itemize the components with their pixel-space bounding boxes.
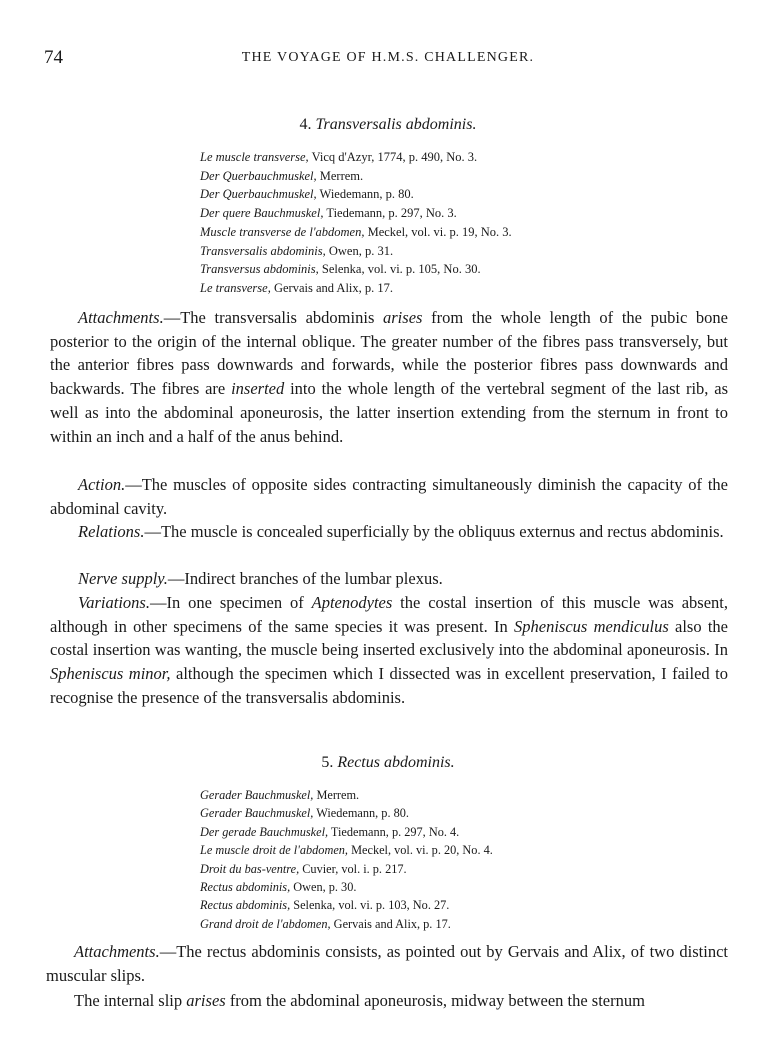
paragraph-attachments [50, 306, 728, 448]
section-heading-rectus [0, 754, 776, 772]
synonym-entry [200, 167, 512, 186]
synonym-name: Der gerade Bauchmuskel, [200, 824, 329, 839]
synonym-entry [200, 823, 493, 841]
synonym-list-rectus [200, 786, 493, 933]
synonym-entry [200, 242, 512, 261]
paragraph-text: —Indirect branches of the lumbar plexus. [167, 569, 443, 588]
synonym-entry [200, 185, 512, 204]
paragraph-text: from the whole length of the pubic bone posterior to the origin of the internal oblique. The greater number of the fibres pass transversely, but the anterior fibres pass downwards and forwards, while the posterior fibres pass downwards and backwards. The fibres are [50, 308, 728, 399]
synonym-ref: Owen, p. 30. [290, 880, 357, 895]
paragraph-text: into the whole length of the vertebral segment of the last rib, as well as into the abdominal aponeurosis, the latter insertion extending from the sternum in front to within an inch and a half of the anus behind. [50, 379, 728, 446]
paragraph-text: —The rectus abdominis consists, as pointed out by Gervais and Alix, of two distinct muscular slips. [46, 942, 728, 985]
emphasis: Aptenodytes [311, 593, 393, 612]
paragraph-text: also the costal insertion was wanting, the muscle being inserted exclusively into the abdominal aponeurosis. In [50, 616, 728, 660]
synonym-entry [200, 148, 512, 167]
synonym-name: Transversus abdominis, [200, 262, 319, 277]
synonym-entry [200, 279, 512, 298]
synonym-name: Grand droit de l'abdomen, [200, 916, 331, 931]
paragraph-lead: Relations. [78, 522, 145, 541]
emphasis: arises [383, 308, 423, 327]
paragraph-internal-slip [46, 989, 728, 1013]
paragraph-text: —The muscle is concealed superficially by the obliquus externus and rectus abdominis. [144, 522, 724, 541]
synonym-ref: Wiedemann, p. 80. [316, 187, 414, 202]
synonym-ref: Gervais and Alix, p. 17. [270, 280, 394, 295]
paragraph-action [50, 473, 728, 520]
synonym-entry [200, 915, 493, 933]
synonym-entry [200, 860, 493, 878]
synonym-ref: Meckel, vol. vi. p. 20, No. 4. [348, 843, 493, 858]
synonym-name: Transversalis abdominis, [200, 243, 326, 258]
paragraph-lead: Attachments. [78, 308, 164, 327]
synonym-ref: Merrem. [316, 168, 364, 183]
paragraph-text: —The transversalis abdominis [163, 308, 384, 327]
section-title: Transversalis abdominis. [315, 116, 477, 133]
paragraph-text: —In one specimen of [149, 593, 312, 612]
synonym-name: Gerader Bauchmuskel, [200, 788, 314, 802]
paragraph-text: —The muscles of opposite sides contracting simultaneously diminish the capacity of the abdominal cavity. [50, 475, 728, 518]
section-title: Rectus abdominis. [337, 754, 455, 771]
emphasis: Spheniscus minor, [50, 664, 171, 684]
synonym-name: Le muscle transverse, [200, 150, 309, 164]
emphasis: Spheniscus mendiculus [514, 616, 669, 636]
synonym-ref: Owen, p. 31. [325, 243, 394, 258]
paragraph-variations [50, 591, 728, 710]
synonym-ref: Cuvier, vol. i. p. 217. [299, 861, 407, 876]
synonym-entry [200, 223, 512, 242]
synonym-ref: Selenka, vol. vi. p. 103, No. 27. [290, 898, 450, 913]
paragraph-lead: Variations. [78, 593, 150, 612]
synonym-entry [200, 841, 493, 859]
section-number: 4. [299, 116, 312, 133]
synonym-entry [200, 878, 493, 896]
synonym-name: Rectus abdominis, [200, 880, 291, 895]
synonym-name: Le transverse, [200, 280, 271, 295]
synonym-entry [200, 786, 493, 804]
emphasis: arises [186, 991, 226, 1010]
running-head: THE VOYAGE OF H.M.S. CHALLENGER. [241, 50, 535, 65]
synonym-name: Der Querbauchmuskel, [200, 187, 317, 202]
synonym-ref: Vicq d'Azyr, 1774, p. 490, No. 3. [308, 150, 478, 164]
synonym-ref: Tiedemann, p. 297, No. 3. [323, 206, 457, 221]
paragraph-text: The internal slip [74, 991, 187, 1010]
synonym-name: Gerader Bauchmuskel, [200, 806, 314, 821]
synonym-entry [200, 896, 493, 914]
synonym-ref: Merrem. [313, 788, 360, 802]
synonym-entry [200, 260, 512, 279]
synonym-entry [200, 204, 512, 223]
section-heading-transversalis [0, 116, 776, 134]
synonym-name: Rectus abdominis, [200, 898, 291, 913]
synonym-ref: Selenka, vol. vi. p. 105, No. 30. [318, 262, 481, 277]
paragraph-nerve-supply [50, 567, 728, 591]
paragraph-lead: Action. [78, 475, 126, 494]
synonym-ref: Gervais and Alix, p. 17. [330, 916, 451, 931]
paragraph-text: the costal insertion of this muscle was absent, although in other specimens of the same species it was present. In [50, 593, 728, 636]
emphasis: inserted [231, 379, 285, 399]
synonym-ref: Meckel, vol. vi. p. 19, No. 3. [364, 224, 512, 239]
synonym-name: Der quere Bauchmuskel, [200, 206, 324, 221]
synonym-name: Le muscle droit de l'abdomen, [200, 843, 349, 858]
section-number: 5. [321, 754, 334, 771]
synonym-name: Der Querbauchmuskel, [200, 168, 317, 183]
paragraph-rectus-attachments [46, 940, 728, 987]
synonym-list-transversalis [200, 148, 512, 298]
synonym-name: Droit du bas-ventre, [200, 861, 300, 876]
page-number: 74 [44, 47, 63, 68]
synonym-ref: Wiedemann, p. 80. [313, 806, 409, 821]
paragraph-text: although the specimen which I dissected was in excellent preservation, I failed to recognise the presence of the transversalis abdominis. [50, 664, 728, 707]
synonym-ref: Tiedemann, p. 297, No. 4. [328, 824, 460, 839]
paragraph-lead: Nerve supply. [78, 569, 168, 588]
paragraph-lead: Attachments. [74, 942, 160, 961]
paragraph-relations [50, 520, 728, 544]
paragraph-text: from the abdominal aponeurosis, midway between the sternum [225, 991, 645, 1010]
synonym-name: Muscle transverse de l'abdomen, [200, 224, 365, 239]
synonym-entry [200, 804, 493, 822]
